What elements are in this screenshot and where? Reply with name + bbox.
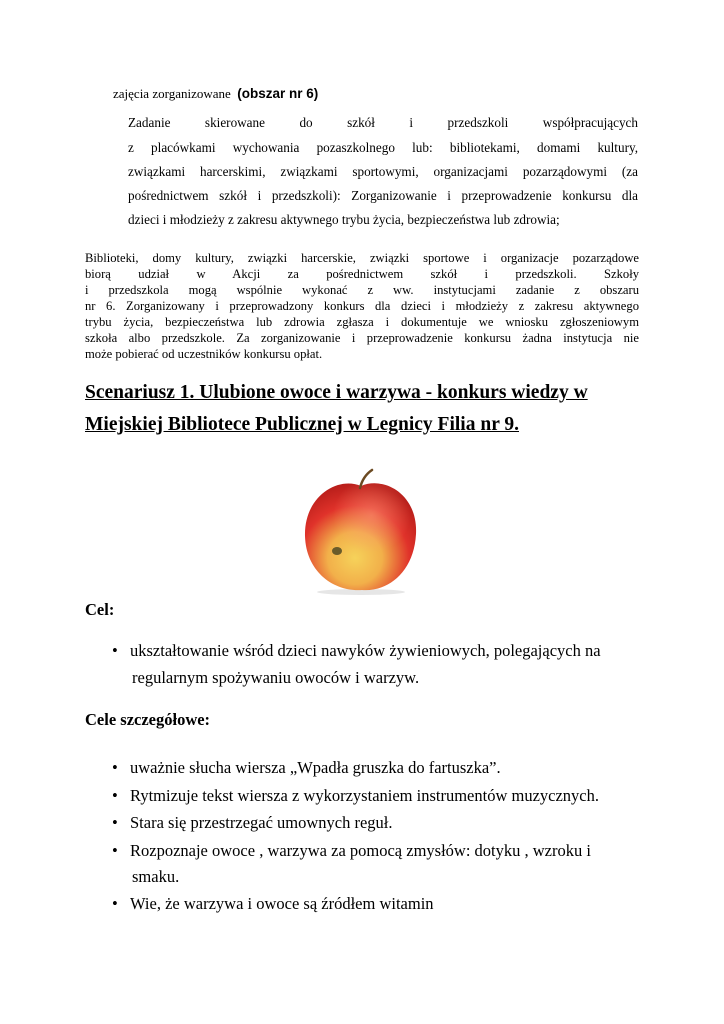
area-label: (obszar nr 6) [237,86,319,101]
biblioteki-line-1: Biblioteki, domy kultury, związki harcerskie, związki sportowe i organizacje pozarządowe [85,251,639,265]
intro-prefix: zajęcia zorganizowane [113,86,231,101]
apple-image [300,468,422,596]
zadanie-line-3: związkami harcerskimi, związkami sportowymi, organizacjami pozarządowymi (za [128,164,638,179]
biblioteki-line-6: szkoła albo przedszkole. Za zorganizowanie i przeprowadzenie konkursu żadna instytucja nie [85,331,639,345]
biblioteki-line-4: nr 6. Zorganizowany i przeprowadzony konkurs dla dzieci i młodzieży z zakresu aktywnego [85,299,639,313]
cel-bullet-text: ukształtowanie wśród dzieci nawyków żywieniowych, polegających na [130,641,601,660]
scenario-heading-line-1: Scenariusz 1. Ulubione owoce i warzywa - konkurs wiedzy w [85,382,588,403]
goal-item-text: Wie, że warzywa i owoce są źródłem witamin [130,894,434,913]
cel-bullet-continuation: regularnym spożywaniu owoców i warzyw. [132,668,420,687]
bullet-marker: • [112,813,118,832]
goal-item-1 [112,758,501,778]
bullet-marker: • [112,641,118,660]
bullet-marker: • [112,841,118,860]
goal-item-5 [112,894,434,914]
goal-item-text: uważnie słucha wiersza „Wpadła gruszka do fartuszka”. [130,758,501,777]
biblioteki-line-7: może pobierać od uczestników konkursu opłat. [85,347,323,361]
biblioteki-line-3: i przedszkola mogą wspólnie wykonać z ww. instytucjami zadanie z obszaru [85,283,639,297]
cel-bullet [112,641,601,661]
zadanie-line-4: pośrednictwem szkół i przedszkoli): Zorganizowanie i przeprowadzenie konkursu dla [128,188,638,203]
goal-item-4 [112,841,591,861]
goal-item-text: Stara się przestrzegać umownych reguł. [130,813,393,832]
cele-szczegolowe-title: Cele szczegółowe: [85,710,211,729]
zadanie-line-2: z placówkami wychowania pozaszkolnego lub: bibliotekami, domami kultury, [128,140,638,155]
biblioteki-line-5: trybu życia, bezpieczeństwa lub zdrowia zgłasza i dokumentuje we wniosku zgłoszeniowym [85,315,639,329]
scenario-heading-line-2: Miejskiej Bibliotece Publicznej w Legnicy Filia nr 9. [85,414,519,435]
bullet-marker: • [112,786,118,805]
intro-line [113,86,318,102]
zadanie-line-5: dzieci i młodzieży z zakresu aktywnego trybu życia, bezpieczeństwa lub zdrowia; [128,212,560,227]
biblioteki-line-2: biorą udział w Akcji za pośrednictwem szkół i przedszkoli. Szkoły [85,267,639,281]
goal-item-text: Rozpoznaje owoce , warzywa za pomocą zmysłów: dotyku , wzroku i [130,841,591,860]
zadanie-line-1: Zadanie skierowane do szkół i przedszkoli współpracujących [128,115,638,130]
goal-item-2 [112,786,599,806]
cel-title: Cel: [85,600,115,619]
goal-item-3 [112,813,393,833]
goal-item-text: Rytmizuje tekst wiersza z wykorzystaniem instrumentów muzycznych. [130,786,600,805]
bullet-marker: • [112,894,118,913]
bullet-marker: • [112,758,118,777]
goal-item-4-continuation: smaku. [132,867,180,886]
